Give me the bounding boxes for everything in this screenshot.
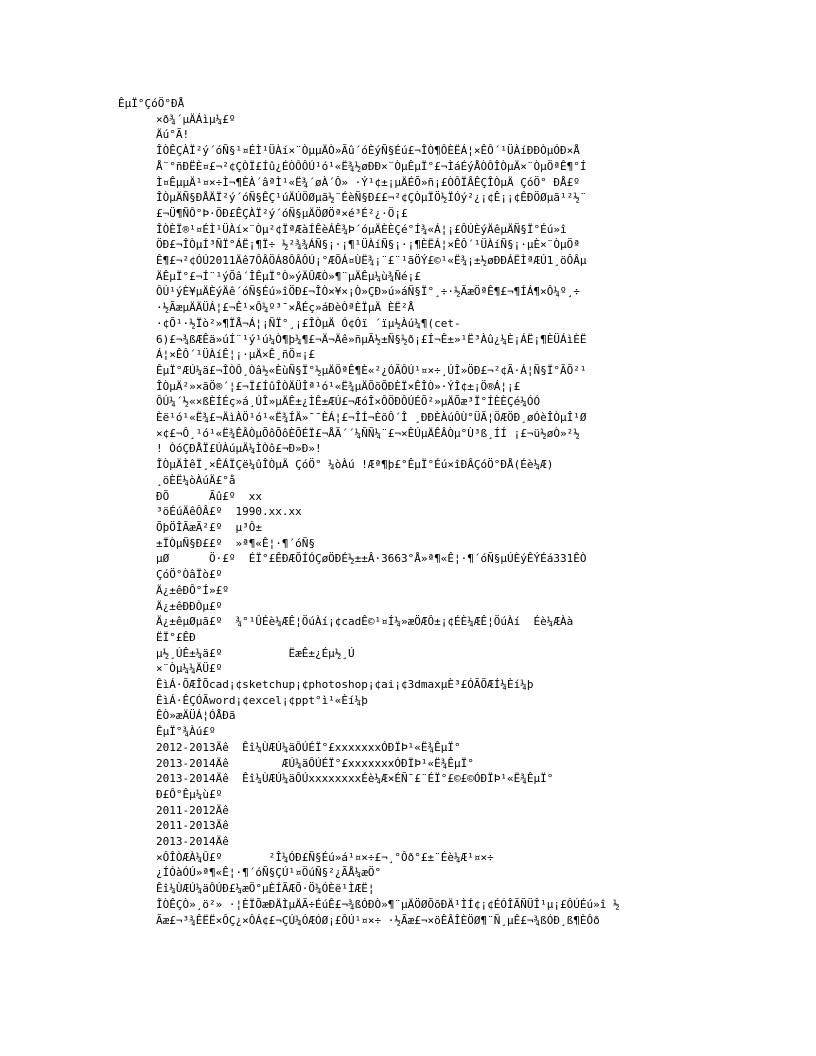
body-line: ÊìÁ·ÊÇÓÃword¡¢excel¡¢ppt°ì¹«Èí¼þ xyxy=(156,693,368,707)
body-line: Äú°Ã! xyxy=(156,128,190,142)
body-line: ÎÒÊÇÀÏ²ý´óÑ§¹¤ÉÌ¹ÜÀí×¨ÒµµÄÒ»Ãû´óÈýÑ§Éú£¬ÎÒ¶ÔÈËÁ¦×ÊÔ´¹ÜÀíÐÐÒµÓÐ×Å xyxy=(156,144,580,158)
body-line: £¬Ü¶ÑÔ°Þ·ÖÐ£ÊÇÀÏ²ý´óÑ§µÄÖØÖª×é³É²¿·Ö¡£ xyxy=(156,206,408,220)
body-line: ËÏ°£ÊÐ xyxy=(156,630,196,644)
body-line: ¿ÍÓàÓÚ»ª¶«Ê¦·¶´óÑ§ÇÚ¹¤ÖúÑ§²¿ÃÅ¼æÖ° xyxy=(156,866,382,880)
body-line: ÎÒµÄ²»×ãÖ®´¦£¬Ï£ÍûÎÒÄÜÎª¹ó¹«Ë¾µÄÕõÕÐÈÏ×ÊÎÒ»·ÝÎ¢±¡Ö®Á¦¡£ xyxy=(156,379,521,393)
body-line: ¸öÈË¼òÀúÄ£°å xyxy=(156,473,236,487)
body-line: µ½¸ÚÊ±¼ä£º ËæÊ±¿Éµ½¸Ú xyxy=(156,646,355,660)
body-line: 2011-2012Äê xyxy=(156,803,229,817)
body-line: µØ Ö·£º ÉÏ°£ÊÐÆÕÍÓÇøÖÐÉ½±±Â·3663°Å»ª¶«Ê¦·¶´óÑ§µÚÈýÊÝÉá331ÊÒ xyxy=(156,552,587,566)
body-line: ×¨Òµ¼¼ÄÜ£º xyxy=(156,662,223,676)
body-line: ÎÒµÄÌêÏ¸×ÊÁÏÇë¼ûÎÒµÄ ÇóÖ° ¼òÀú !Æª¶þ£°ÊµÏ°Éú×îÐÂÇóÖ°ÐÅ(Éè¼Æ) xyxy=(156,458,554,472)
body-line: Êî¼ÙÆÚ¼äÔÚÐ£¼æÖ°µÈÍÃÆÕ·Ö¼ÓÈë¹ÌÆË¦ xyxy=(156,882,375,896)
body-line: ±ÏÒµÑ§Ð££º »ª¶«Ê¦·¶´óÑ§ xyxy=(156,536,315,550)
body-line: Ä¿±êÐÐÒµ£º xyxy=(156,599,223,613)
body-line: 2013-2014Äê Êî¼ÙÆÚ¼äÔÚxxxxxxxxÉè¼Æ×ÉÑ¯£¨ÉÏ°£©£©ÓÐÏÞ¹«Ë¾ÊµÏ° xyxy=(156,772,554,786)
body-line: 6)£¬¾ßÆÊä»úÍ¨¹ý¹ú¼Ò¶þ¼¶£¬Ä¬Äê»ñµÃ½±Ñ§½ð¡£Í¬Ê±»¹Ë³Àû¿¼È¡ÁË¡¶ÈÜÁìÈË xyxy=(156,332,587,346)
body-line: ÎÒµÄÑ§ÐÅÄÏ²ý´óÑ§ÊÇ¹úÄÚÖØµã½¨ÉèÑ§Ð££¬²¢ÇÒµÏÖ½ÏÓý²¿¡¢Ê¡¡¢ÊÐÖØµã¹²½¨ xyxy=(156,191,587,205)
document-body xyxy=(118,112,798,929)
body-line: Èë¹ó¹«Ë¾£¬ÄìÀÖ¹ó¹«Ë¾ÍÄ»¯¯ÈÁ¦£¬ÎÍ¬ÈõÔ´Î ¸ÐÐÈÀúÔÙ°ÜÃ¦ÖÆÖÐ¸øÓèÎÒµÎ¹Ø xyxy=(156,411,587,425)
body-line: ·¢Õ¹·½Ïò²»¶ÏÅ¬Á¦¡ÑÏ°¸¡£ÎÒµÄ Ó¢Óï ´ïµ½Àú¼¶(cet- xyxy=(156,316,461,330)
body-line: ÊµÏ°ÆÚ¼ä£¬ÎÒÔ¸Òâ½«ÈùÑ§Ï°½µÄÖªÊ¶È«²¿ÓÃÔÚ¹¤×÷¸ÚÎ»ÖÐ£¬²¢Ã·Á¦Ñ§Ï°ÃÕ²¹ xyxy=(156,363,587,377)
body-line: ÔÚ¼´½«×ßÈÍÉç»á¸ÚÎ»µÄÊ±¿ÌÊ±ÆÚ£¬ÆóÎ×ÔÖÐÔÚÉÕ²»µÄÕæ³Ï°ÍÈÈÇé¼ÓÓ xyxy=(156,395,541,409)
body-line: Ê¶£¬²¢ÓÚ2011Äê7ÔÂÖÁ8ÔÂÔÚ¡°ÆÕÁ¤ÙË¾¡¨£¨¹ãÖÝ£©¹«Ë¾¡±½øÐÐÁËÌªÆÚ1¸öÔÂµ xyxy=(156,254,587,268)
body-line: ! ÒóÇÐÅÏ£ÚÀúµÄ¼ÌÒô£¬Ð»Ð»! xyxy=(156,442,322,456)
body-line: Å¨°ñÐËÈ¤£¬²¢ÇÒÏ£Íû¿ÉÒÔÔÚ¹ó¹«Ë¾½øÐÐ×¨ÒµÊµÏ°£¬ÌáÉýÅÒÔÎÒµÄ×¨ÒµÖªÊ¶°Í xyxy=(156,159,587,173)
body-line: 2013-2014Äê ÆÚ¼äÔÚÉÏ°£xxxxxxxÓÐÏÞ¹«Ë¾ÊµÏ° xyxy=(156,756,474,770)
body-line: ÎÒÊÇÒ»¸ö²» ·¦ÈÏÕæÐÄÌµÄÃ÷ÉúÊ£¬¾ßÓÐÒ»¶¨µÄÖØÕõÐÄ¹ÌÍ¢¡¢ÉÓÎÃÑÜÎ¹µ¡£ÔÚÉú»î ½ xyxy=(156,897,620,911)
body-line: ×¢£¬Ô¸¹ó¹«Ë¾ÊÂÒµÕôÕôÈÕÉÏ£¬ÅÃ´´¼ÑÑ¼¨£¬×ÊÚµÄÊÂÒµ°Ù³ß¸ÍÍ ¡£¬ü½øÒ»²½ xyxy=(156,426,580,440)
body-line: ×ÔÎÒÆÀ¼Û£º ²Î¼ÓÐ£Ñ§Éú»á¹¤×÷£¬¸°Ôð°£±¨Éè¼Æ¹¤×÷ xyxy=(156,850,494,864)
body-line: ÐÕ Ãû£º xx xyxy=(156,489,262,503)
document-page xyxy=(118,96,798,928)
body-line: Ãæ£¬³¾ÊËË×ÔÇ¿×ÔÁ¢£¬ÇÚ¼ÓÆÓØ¡£ÔÚ¹¤×÷ ·½Ãæ£¬×öÊÂÎÈÖØ¶¨Ñ¸µÊ£¬¾ßÓÐ¸ß¶ÈÔð xyxy=(156,913,600,927)
body-line: ÎÒÈÏ®¹¤ÉÌ¹ÜÀí×¨Òµ²¢ÏªÆàÍÊèÁÊ¾Þ´óµÄÈÈÇé°Í¾«Á¦¡£ÔÚÈýÄêµÄÑ§Ï°Éú»î xyxy=(156,222,567,236)
body-line: ÄÊµÏ°£¬Í¨¹ýÕâ´ÎÊµÏ°Ò»ýÄÛÆÒ»¶¨µÄÊµ¼ù¾Ñé¡£ xyxy=(156,269,421,283)
body-line: ÊµÏ°¾Àú£º xyxy=(156,725,216,739)
body-line: 2011-2013Äê xyxy=(156,819,229,833)
body-line: ×ð¾´µÄÁìµ¼£º xyxy=(156,112,236,126)
body-line: Ä¿±êµØµã£º ¾°¹ÛÉè¼ÆÊ¦ÖúÀí¡¢cadÊ©¹¤Í¼»æÖÆÔ±¡¢ÉÈ¼ÆÊ¦ÖúÀí Éè¼ÆÀà xyxy=(156,615,574,629)
body-line: Ì¤ÊµµÄ¹¤×÷Ì¬¶ÈÀ´âªÌ¹«Ë¾´øÀ´Ô» ·Ý¹¢±¡µÄÉÕ»ñ¡£ÒÔÏÂÊÇÎÒµÄ ÇóÖ° ÐÅ£º xyxy=(156,175,580,189)
body-line: Á¦×ÊÔ´¹ÜÀíÊ¦¡·µÄ×Ê¸ñÖ¤¡£ xyxy=(156,348,315,362)
document-title: ÊµÏ°ÇóÖ°ÐÅ xyxy=(118,97,185,110)
body-line: ÇóÖ°ÒâÏò£º xyxy=(156,568,223,582)
body-line: ÕþÖÎÃæÃ²£º µ³Ô± xyxy=(156,520,262,534)
body-line: 2012-2013Äê Êî¼ÙÆÚ¼äÔÚÉÏ°£xxxxxxxÓÐÏÞ¹«Ë¾ÊµÏ° xyxy=(156,740,461,754)
body-line: Ä¿±êÐÔ°Í»£º xyxy=(156,583,229,597)
body-line: ·½ÃæµÄÄÜÁ¦£¬Ê¹×Ô¼º³¯×ÅÉç»áÐèÒªÈÏµÄ ÈË²Å xyxy=(156,301,415,315)
body-line: ÊÒ»æÄÜÁ¦ÓÅÐã xyxy=(156,709,236,723)
body-line: ÔÚ¹ýÈ¥µÄÈýÄê´óÑ§Éú»îÖÐ£¬ÎÒ×¥×¡Ò»ÇÐ»ú»áÑ§Ï°¸÷·½ÃæÖªÊ¶£¬¶ÍÁ¶×Ô¼º¸÷ xyxy=(156,285,580,299)
body-line: Ð£Ô°Êµ¼ù£º xyxy=(156,787,223,801)
body-line: ³öÉúÄêÔÂ£º 1990.xx.xx xyxy=(156,505,302,519)
body-line: ÖÐ£¬ÎÒµÍ³ÑÏ°ÁË¡¶Ï÷ ½²¾¾ÁÑ§¡·¡¶¹ÜÀíÑ§¡·¡¶ÈËÁ¦×ÊÔ´¹ÜÀíÑ§¡·µÈ×¨ÒµÖª xyxy=(156,238,580,252)
body-line: 2013-2014Äê xyxy=(156,835,229,849)
body-line: ÊìÁ·ÕÆÎÕcad¡¢sketchup¡¢photoshop¡¢ai¡¢3dmaxµÈ³£ÓÃÕÆÍ¼Èí¼þ xyxy=(156,678,534,692)
